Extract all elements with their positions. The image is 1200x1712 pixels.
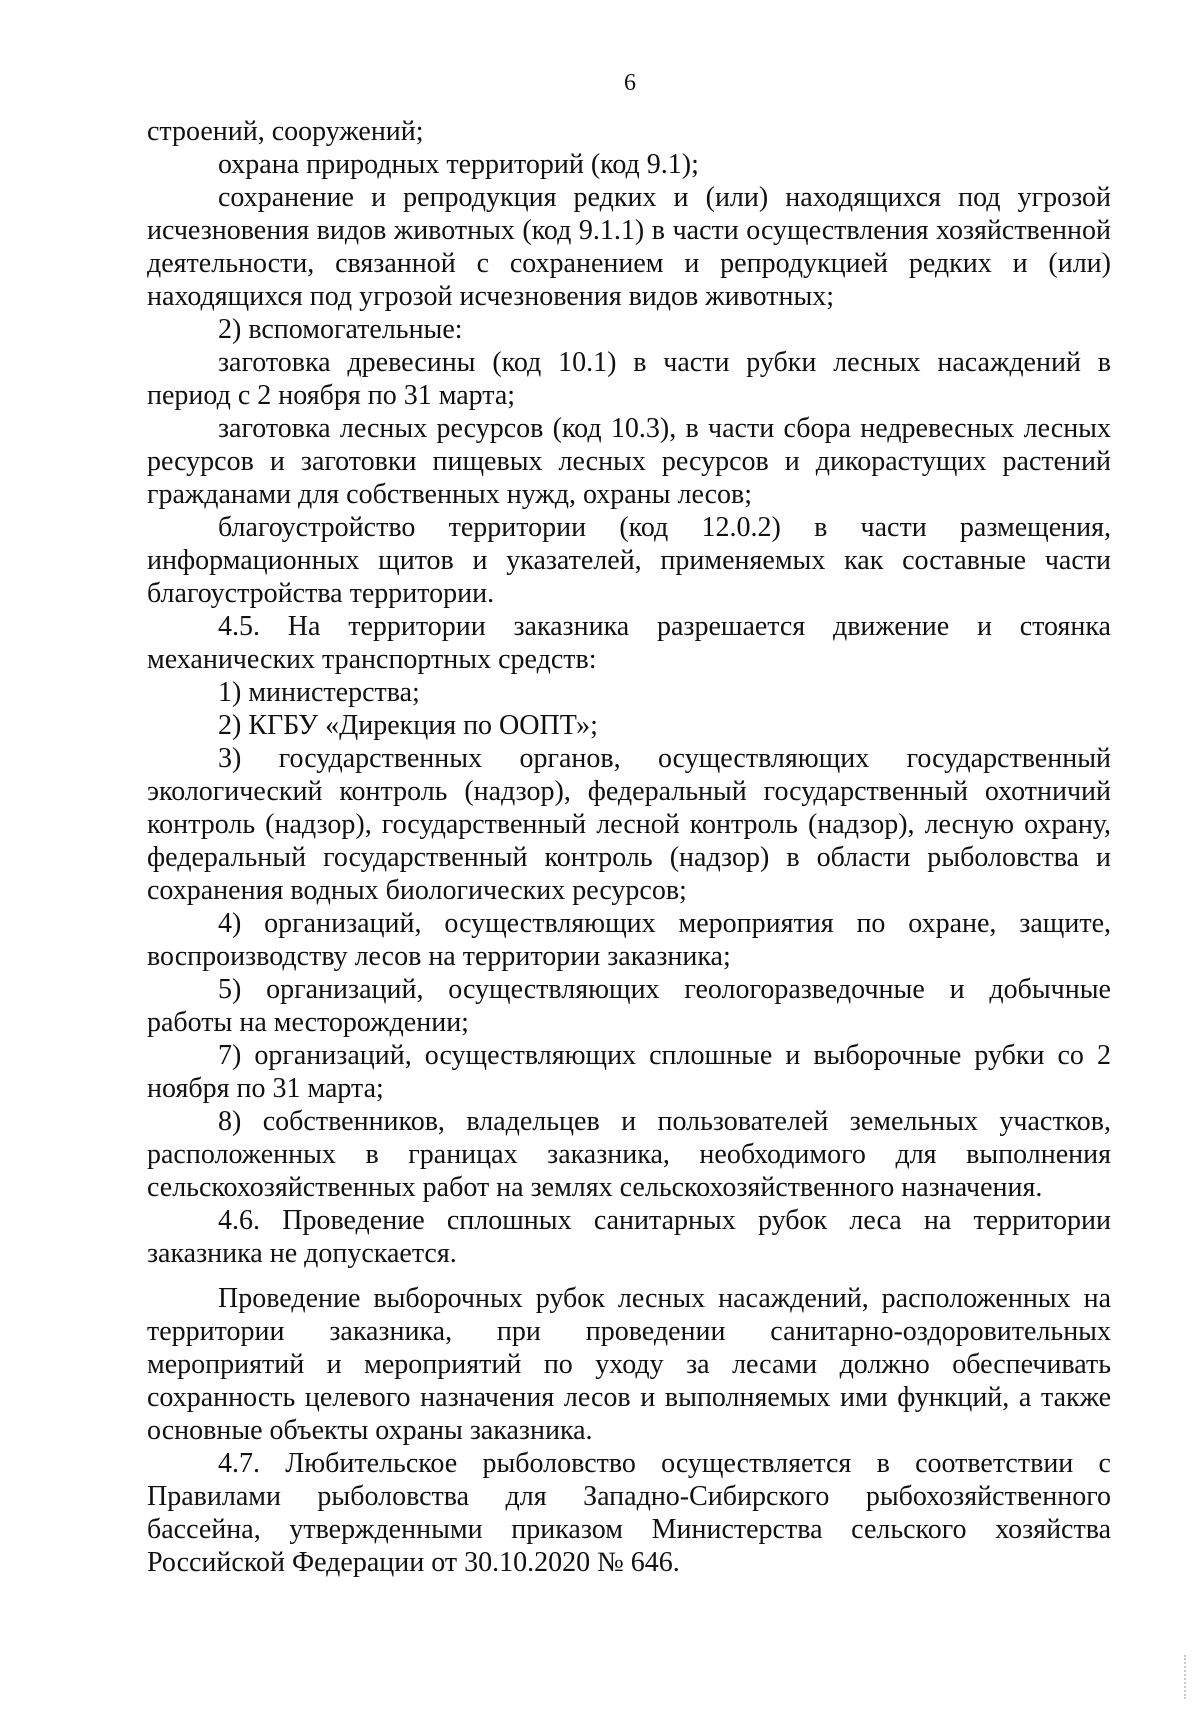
paragraph-continuation: строений, сооружений; bbox=[147, 116, 424, 147]
paragraph-section-4-6: 4.6. Проведение сплошных санитарных рубок леса на территории заказника не допускается. bbox=[147, 1205, 1111, 1269]
document-body bbox=[147, 115, 1111, 1579]
paragraph-list-7: 7) организаций, осуществляющих сплошные и выборочные рубки со 2 ноября по 31 марта; bbox=[147, 1040, 1111, 1104]
paragraph-selective-cutting: Проведение выборочных рубок лесных насаждений, расположенных на территории заказника, при проведении санитарно-оздоровительных мероприятий и мероприятий по уходу за лесами должно обеспечивать сохранность целевого назначения лесов и выполняемых ими функций, а также основные объекты охраны заказника. bbox=[147, 1283, 1111, 1446]
paragraph-list-5: 5) организаций, осуществляющих геологоразведочные и добычные работы на месторождении; bbox=[147, 974, 1111, 1038]
paragraph-auxiliary-heading: 2) вспомогательные: bbox=[218, 314, 463, 345]
paragraph-list-3: 3) государственных органов, осуществляющих государственный экологический контроль (надзор), федеральный государственный охотничий контроль (надзор), государственный лесной контроль (надзор), лесную охрану, федеральный государственный контроль (надзор) в области рыболовства и сохранения водных биологических ресурсов; bbox=[147, 743, 1111, 906]
paragraph-section-4-7: 4.7. Любительское рыболовство осуществляется в соответствии с Правилами рыболовства для Западно-Сибирского рыбохозяйственного бассейна, утвержденными приказом Министерства сельского хозяйства Российской Федерации от 30.10.2020 № 646. bbox=[147, 1448, 1111, 1578]
paragraph-forest-resources: заготовка лесных ресурсов (код 10.3), в части сбора недревесных лесных ресурсов и заготовки пищевых лесных ресурсов и дикорастущих растений гражданами для собственных нужд, охраны лесов; bbox=[147, 413, 1111, 510]
paragraph-landscaping: благоустройство территории (код 12.0.2) в части размещения, информационных щитов и указателей, применяемых как составные части благоустройства территории. bbox=[147, 512, 1111, 609]
paragraph-nature-protection: охрана природных территорий (код 9.1); bbox=[218, 149, 699, 180]
paragraph-list-4: 4) организаций, осуществляющих мероприятия по охране, защите, воспроизводству лесов на территории заказника; bbox=[147, 908, 1111, 972]
paragraph-list-1: 1) министерства; bbox=[218, 677, 420, 708]
paragraph-rare-species: сохранение и репродукция редких и (или) находящихся под угрозой исчезновения видов животных (код 9.1.1) в части осуществления хозяйственной деятельности, связанной с сохранением и репродукцией редких и (или) находящихся под угрозой исчезновения видов животных; bbox=[147, 182, 1111, 312]
paragraph-timber-harvest: заготовка древесины (код 10.1) в части рубки лесных насаждений в период с 2 ноября по 31 марта; bbox=[147, 347, 1111, 411]
paragraph-list-8: 8) собственников, владельцев и пользователей земельных участков, расположенных в границах заказника, необходимого для выполнения сельскохозяйственных работ на землях сельскохозяйственного назначения. bbox=[147, 1106, 1111, 1203]
paragraph-section-4-5: 4.5. На территории заказника разрешается движение и стоянка механических транспортных средств: bbox=[147, 611, 1111, 675]
scan-edge-mark bbox=[1184, 1655, 1190, 1699]
page-number: 6 bbox=[624, 70, 636, 96]
paragraph-list-2: 2) КГБУ «Дирекция по ООПТ»; bbox=[218, 710, 598, 741]
